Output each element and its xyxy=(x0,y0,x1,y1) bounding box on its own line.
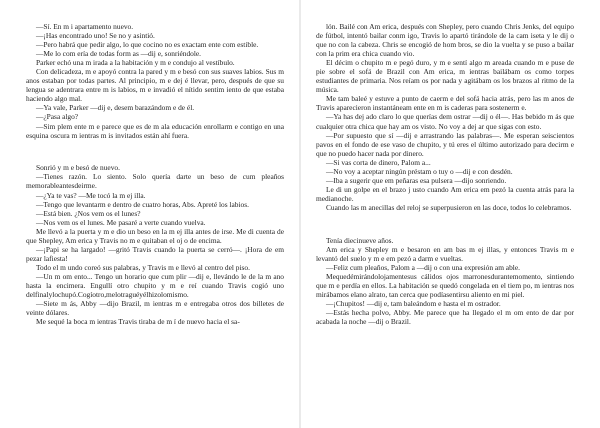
paragraph: —Por supuesto que sí —dij e arrastrando las palabras—. Me esperan seiscientos pavos en el fondo de ese vaso de chupito, y tú eres el último autorizado para decirm e que no puedo hacer nada por dinero. xyxy=(316,130,574,158)
paragraph: Cuando las m anecillas del reloj se superpusieron en las doce, todos lo celebramos. xyxy=(326,202,572,212)
paragraph: Le di un golpe en el brazo j usto cuando Am erica em pezó la cuenta atrás para la medianoche. xyxy=(316,184,574,203)
paragraph: —¿Pasa algo? xyxy=(36,112,79,122)
paragraph: —Tienes razón. Lo siento. Solo quería darte un beso de cum pleaños memorableantesdeirme. xyxy=(26,172,284,191)
paragraph: —Tengo que levantarm e dentro de cuatro horas, Abs. Apreté los labios. xyxy=(36,199,249,209)
paragraph: —Estás hecha polvo, Abby. Me parece que ha llegado el m om ento de dar por acabada la noche —dij o Brazil. xyxy=(316,308,574,327)
paragraph: —Nos vem os el lunes. Me pasaré a verte cuando vuelva. xyxy=(36,217,206,227)
paragraph: —Ya vale, Parker —dij e, desem barazándom e de él. xyxy=(36,103,195,113)
paragraph-gap xyxy=(316,219,574,228)
paragraph: —Sim plem ente m e parece que es de m ala educación enrollarm e contigo en una esquina oscura m ientras m is invitados están ahí fuera. xyxy=(26,121,284,140)
paragraph: —Pero habrá que pedir algo, lo que cocino no es exactam ente com estible. xyxy=(36,40,259,50)
paragraph: —Si vas corta de dinero, Palom a... xyxy=(326,157,431,167)
paragraph: Me tam baleé y estuve a punto de caerm e del sofá hacia atrás, pero las m anos de Travis aparecieron instantáneam ente en m is caderas para sostenerm e. xyxy=(316,94,574,113)
paragraph: —¿Ya te vas? —Me tocó la m ej illa. xyxy=(36,190,146,200)
left-page xyxy=(26,22,284,326)
right-page xyxy=(316,22,574,326)
paragraph: —Está bien. ¿Nos vem os el lunes? xyxy=(36,208,141,218)
paragraph-gap xyxy=(26,147,284,156)
paragraph: —Ya has dej ado claro lo que querías dem ostrar —dij o él—. Has bebido m ás que cualquier otra chica que hay am os visto. No voy a dej ar que sigas con esto. xyxy=(316,112,574,131)
paragraph: —No voy a aceptar ningún préstam o tuy o —dij e con desdén. xyxy=(326,166,513,176)
paragraph: —Un m om ento... Tengo un horario que cum plir —dij e, llevándo le de la m ano hasta la encimera. Engullí otro chupito y m e reí cuando Travis cogió uno delfinalylochupó.Cogíotro,melotraguéyélhizolomismo. xyxy=(26,271,284,300)
paragraph: —Iba a sugerir que em peñaras esa pulsera —dijo sonriendo. xyxy=(326,175,507,185)
paragraph: —¡Has encontrado uno! Se no y asintió. xyxy=(36,31,155,41)
paragraph: Con delicadeza, m e apoyó contra la pared y m e besó con sus suaves labios. Sus m anos estaban por todas partes. Al principio, m e dej é llevar, pero, después de que su lengua se adentrara entre m is labios, m e invadió el nítido sentim iento de que estaba haciendo algo mal. xyxy=(26,67,284,104)
paragraph: —Sí. En m i apartamento nuevo. xyxy=(36,22,134,31)
book-gutter xyxy=(299,0,301,428)
paragraph: Am erica y Shepley m e besaron en am bas m ej illas, y entonces Travis m e levantó del suelo y m e em pezó a darm e vueltas. xyxy=(316,244,574,263)
paragraph: Sonrió y m e besó de nuevo. xyxy=(36,163,120,173)
paragraph: —¡Chupitos! —dij e, tam baleándom e hasta el m ostrador. xyxy=(326,299,501,309)
paragraph: Tenía diecinueve años. xyxy=(326,235,394,245)
paragraph: —Siete m ás, Abby —dijo Brazil, m ientras m e entregaba otros dos billetes de veinte dólares. xyxy=(26,299,284,318)
paragraph: Me sequé la boca m ientras Travis tiraba de m í de nuevo hacia el sa- xyxy=(36,317,240,327)
paragraph: —Me lo com ería de todas form as —dij e, sonriéndole. xyxy=(36,49,202,59)
paragraph: Mequedémirándolojamentesus cálidos ojos marronesdurantemomento, sintiendo que m e perdía en ellos. La habitación se quedó congelada en el tiem po, m ientras nos mirábamos elano alrato, tan cerca que podíasentirsu aliento en mi piel. xyxy=(316,271,574,300)
paragraph: —¡Papi se ha largado! —gritó Travis cuando la puerta se cerró—. ¡Hora de em pezar lafiesta! xyxy=(26,244,284,263)
paragraph: Parker echó una m irada a la habitación y m e condujo al vestíbulo. xyxy=(36,58,235,68)
paragraph: El décim o chupito m e pegó duro, y m e sentí algo m areada cuando m e puse de pie sobre el sofá de Brazil con Am erica, m ientras bailábam os como torpes estudiantes de primaria. Nos reíam os por nada y agitábam os los brazos al ritmo de la música. xyxy=(316,58,574,95)
paragraph: —Feliz cum pleaños, Palom a —dij o con una expresión am able. xyxy=(326,262,520,272)
paragraph: Me llevó a la puerta y m e dio un beso en la m ej illa antes de irse. Me di cuenta de que Shepley, Am erica y Travis no m e quitaban el oj o de encima. xyxy=(26,226,284,245)
paragraph: Todo el m undo coreó sus palabras, y Travis m e llevó al centro del piso. xyxy=(36,262,250,272)
paragraph: lón. Bailé con Am erica, después con Shepley, pero cuando Chris Jenks, del equipo de fútbol, intentó bailar conm igo, Travis lo apartó tirándole de la cam iseta y le dij o que no con la cabeza. Chris se encogió de hom bros, se dio la vuelta y se puso a bailar con la prim era chica cuando vio. xyxy=(316,22,574,59)
